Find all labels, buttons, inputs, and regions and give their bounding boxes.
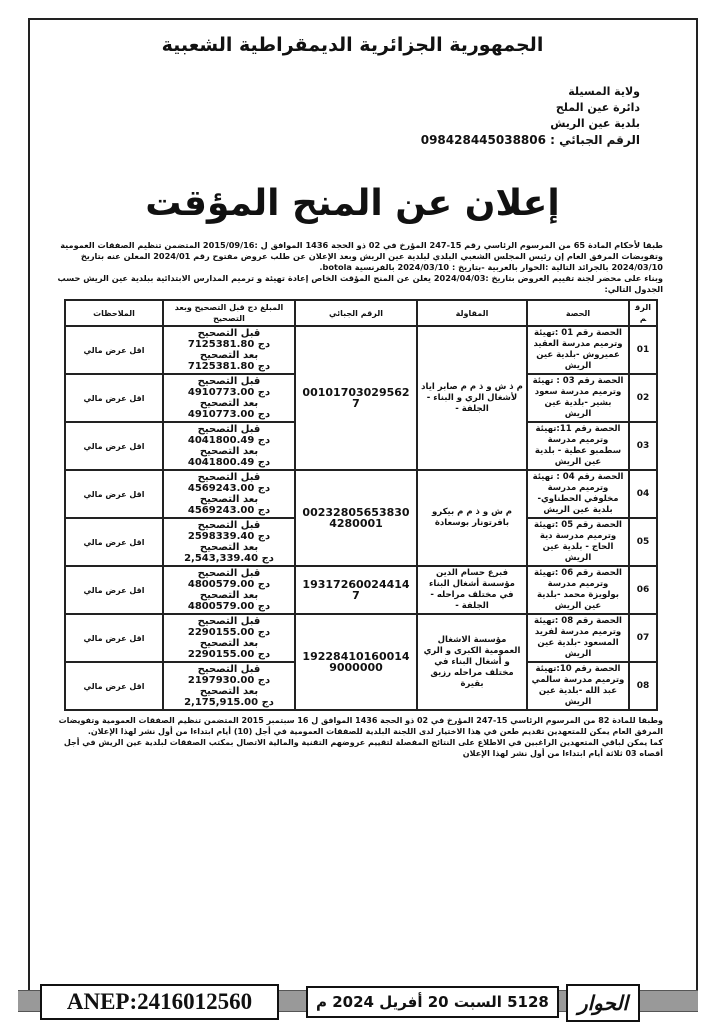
before-label: قبل التصحيح [197, 616, 261, 627]
table-header-row [65, 300, 657, 326]
amount-value: 2,175,915.00 [184, 697, 259, 708]
before-label: قبل التصحيح [197, 472, 261, 483]
lot-description: الحصة رقم 11:تهيئة وترميم مدرسة سطمبو عطية - بلدية عين الريش [527, 422, 629, 470]
awards-table [64, 299, 658, 711]
amount-value: 2197930.00 [187, 675, 255, 686]
notes-cell: اقل عرض مالي [65, 326, 163, 374]
appeal-paragraph-2: كما يمكن لباقي المتعهدين الراغبين في الاطلاع على النتائج المفصلة لتقييم عروضهم التقنية والمالية الاتصال بمكتب الصفقات لبلدية عين الريش في أجل أقصاه 03 ثلاثة أيام ابتداءا من أول نشر لهذا الإعلان [63, 738, 663, 758]
amount-cell [163, 422, 295, 470]
amount-value: 4569243.00 [187, 505, 255, 516]
currency: دج [257, 531, 271, 542]
amount-value: 4910773.00 [187, 409, 255, 420]
currency: دج [261, 553, 274, 564]
amount-cell [163, 470, 295, 518]
amount-after [167, 361, 291, 372]
contractor-tax-number: 193172600244147 [295, 566, 417, 614]
lot-number: 03 [629, 422, 657, 470]
amount-after [167, 649, 291, 660]
lot-number: 01 [629, 326, 657, 374]
after-label: بعد التصحيح [199, 638, 259, 649]
body-flow [48, 240, 663, 759]
currency: دج [257, 457, 271, 468]
amount-cell [163, 614, 295, 662]
amount-before [167, 675, 291, 686]
notes-cell: اقل عرض مالي [65, 518, 163, 566]
header-lot: الحصة [527, 300, 629, 326]
after-label: بعد التصحيح [199, 590, 259, 601]
amount-value: 2290155.00 [187, 627, 255, 638]
table-row [65, 566, 657, 614]
before-label: قبل التصحيح [197, 328, 261, 339]
amount-before [167, 435, 291, 446]
lot-description: الحصة رقم 08 :تهيئة وترميم مدرسة لفريد المسعود -بلدية عين الريش [527, 614, 629, 662]
amount-before [167, 483, 291, 494]
table-row [65, 614, 657, 662]
amount-cell [163, 326, 295, 374]
commune: بلدية عين الريش [550, 117, 640, 130]
lot-description: الحصة رقم 03 : تهيئة وترميم مدرسة سعود بشير -بلدية عين الريش [527, 374, 629, 422]
lot-number: 05 [629, 518, 657, 566]
notes-cell: اقل عرض مالي [65, 470, 163, 518]
lot-number: 07 [629, 614, 657, 662]
lot-description: الحصة رقم 04 : تهيئة وترميم مدرسة مخلوفي الحطناوي-بلدية عين الريش [527, 470, 629, 518]
lot-number: 02 [629, 374, 657, 422]
issue-date: 5128 السبت 20 أفريل 2024 م [306, 986, 559, 1018]
currency: دج [257, 675, 271, 686]
appeal-notice [48, 715, 663, 759]
currency: دج [257, 505, 271, 516]
after-label: بعد التصحيح [199, 446, 259, 457]
before-label: قبل التصحيح [197, 376, 261, 387]
amount-after [167, 505, 291, 516]
notes-cell: اقل عرض مالي [65, 374, 163, 422]
appeal-paragraph-1: وطبقا للمادة 82 من المرسوم الرئاسي 15-247 المؤرخ في 02 ذو الحجة 1436 الموافق ل 16 سبتمبر 2015 المتضمن تنظيم الصفقات العمومية وتفويضات المرفق العام يمكن للمتعهدين تقديم طعن في هذا الاختيار لدى اللجنة البلدية للصفقات العمومية في أجل (10) أيام ابتداءا من أول نشر لهذا الإعلان. [58, 716, 663, 736]
currency: دج [257, 387, 271, 398]
amount-value: 2290155.00 [187, 649, 255, 660]
amount-value: 4569243.00 [187, 483, 255, 494]
amount-value: 4800579.00 [187, 579, 255, 590]
notes-cell: اقل عرض مالي [65, 422, 163, 470]
table-row [65, 326, 657, 374]
amount-value: 2,543,339.40 [184, 553, 259, 564]
lot-number: 06 [629, 566, 657, 614]
amount-cell [163, 374, 295, 422]
header-number: الرقم [629, 300, 657, 326]
contractor-name: فبرع حسام الدين مؤسسة أشغال البناء في مختلف مراحله - الجلفة - [417, 566, 527, 614]
currency: دج [257, 361, 271, 372]
currency: دج [261, 697, 274, 708]
currency: دج [257, 579, 271, 590]
before-label: قبل التصحيح [197, 424, 261, 435]
amount-before [167, 627, 291, 638]
amount-cell [163, 566, 295, 614]
amount-value: 4041800.49 [187, 435, 255, 446]
before-label: قبل التصحيح [197, 520, 261, 531]
amount-before [167, 531, 291, 542]
lot-description: الحصة رقم 01 :تهيئة وترميم مدرسة العقيد عميروش -بلدية عين الريش [527, 326, 629, 374]
before-label: قبل التصحيح [197, 568, 261, 579]
anep-number: ANEP:2416012560 [40, 984, 279, 1020]
contractor-name: مؤسسة الاشغال العمومية الكبرى و الري و أشغال البناء في مختلف مراحله رزيق بقيرة [417, 614, 527, 710]
amount-value: 2598339.40 [187, 531, 255, 542]
intro-paragraph-1: طبقا لأحكام المادة 65 من المرسوم الرئاسي رقم 15-247 المؤرخ في 02 ذو الحجة 1436 الموافق ل :2015/09/16 المتضمن تنظيم الصفقات العمومية وتفويضات المرفق العام إن رئيس المجلس الشعبي البلدي لبلدية عين الريش وبعد الإعلان عن طلب عروض مفتوح رقم 2024/01 المعلن عنه بتاريخ 2024/03/10 بالجرائد التالية :الحوار بالعربية -بتاريخ : 2024/03/10 بالفرنسية botola. [60, 240, 663, 272]
amount-before [167, 387, 291, 398]
tax-number: الرقم الجبائي : 098428445038806 [420, 133, 640, 147]
table-row [65, 470, 657, 518]
lot-description: الحصة رقم 10:تهيئة وترميم مدرسة سالمي عبد الله -بلدية عين الريش [527, 662, 629, 710]
notes-cell: اقل عرض مالي [65, 614, 163, 662]
lot-description: الحصة رقم 06 :تهيئة وترميم مدرسة بولويزة محمد -بلدية عين الريش [527, 566, 629, 614]
amount-before [167, 339, 291, 350]
after-label: بعد التصحيح [199, 686, 259, 697]
issuer-block [421, 84, 640, 148]
currency: دج [257, 601, 271, 612]
contractor-name: م ش و ذ م م بيكرو بافرتونار بوسعادة [417, 470, 527, 566]
header-tax-number: الرقم الجبائي [295, 300, 417, 326]
header-amount: المبلغ دج قبل التصحيح وبعد التصحيح [163, 300, 295, 326]
intro-paragraph-2: وبناء على محضر لجنة تقييم العروض بتاريخ :2024/04/03 يعلن عن المنح المؤقت الخاص إعادة تهيئة و ترميم المدارس الابتدائية ببلدية عين الريش حسب الجدول التالي: [57, 273, 663, 294]
after-label: بعد التصحيح [199, 350, 259, 361]
contractor-tax-number: 192284101600149000000 [295, 614, 417, 710]
currency: دج [257, 409, 271, 420]
lot-number: 04 [629, 470, 657, 518]
contractor-tax-number: 002328056538304280001 [295, 470, 417, 566]
amount-cell [163, 662, 295, 710]
currency: دج [257, 483, 271, 494]
daira: دائرة عين الملح [555, 101, 640, 114]
notes-cell: اقل عرض مالي [65, 566, 163, 614]
amount-before [167, 579, 291, 590]
amount-value: 4910773.00 [187, 387, 255, 398]
amount-after [167, 457, 291, 468]
amount-value: 7125381.80 [187, 339, 255, 350]
currency: دج [257, 435, 271, 446]
announcement-heading: إعلان عن المنح المؤقت [145, 183, 560, 224]
header-contractor: المقاولة [417, 300, 527, 326]
amount-value: 7125381.80 [187, 361, 255, 372]
after-label: بعد التصحيح [199, 542, 259, 553]
currency: دج [257, 627, 271, 638]
amount-cell [163, 518, 295, 566]
currency: دج [257, 649, 271, 660]
republic-title: الجمهورية الجزائرية الديمقراطية الشعبية [161, 34, 544, 56]
header-notes: الملاحظات [65, 300, 163, 326]
after-label: بعد التصحيح [199, 398, 259, 409]
currency: دج [257, 339, 271, 350]
newspaper-logo: الحوار [566, 984, 640, 1022]
lot-description: الحصة رقم 05 :تهيئة وترميم مدرسة دية الحاج - بلدية عين الريش [527, 518, 629, 566]
contractor-name: م ذ ش و ذ م م صابر اياد لأشغال الري و البناء - الجلفة - [417, 326, 527, 470]
contractor-tax-number: 001017030295627 [295, 326, 417, 470]
amount-after [167, 409, 291, 420]
amount-value: 4041800.49 [187, 457, 255, 468]
amount-value: 4800579.00 [187, 601, 255, 612]
amount-after [167, 601, 291, 612]
before-label: قبل التصحيح [197, 664, 261, 675]
wilaya: ولاية المسيلة [568, 85, 640, 98]
amount-after [167, 697, 291, 708]
amount-after [167, 553, 291, 564]
intro-text [48, 240, 663, 295]
lot-number: 08 [629, 662, 657, 710]
notes-cell: اقل عرض مالي [65, 662, 163, 710]
after-label: بعد التصحيح [199, 494, 259, 505]
